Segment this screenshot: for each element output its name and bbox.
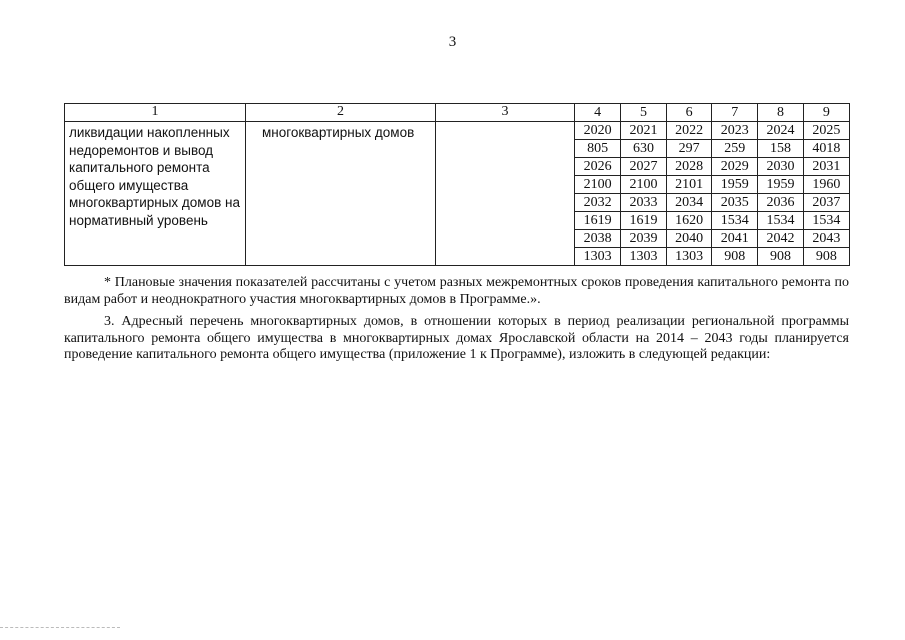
value-cell: 805 <box>575 140 621 158</box>
years-values-cell <box>575 122 850 266</box>
header-col-7: 7 <box>712 104 758 121</box>
page-number: 3 <box>448 34 457 50</box>
value-cell: 1534 <box>803 212 849 230</box>
value-cell: 1620 <box>666 212 712 230</box>
value-cell: 4018 <box>803 140 849 158</box>
header-col-9: 9 <box>803 104 849 121</box>
value-cell: 1303 <box>666 248 712 266</box>
value-cell: 158 <box>758 140 804 158</box>
scan-artifact-line <box>0 627 120 630</box>
header-col-1: 1 <box>65 104 246 122</box>
year-cell: 2026 <box>575 158 621 176</box>
year-cell: 2042 <box>758 230 804 248</box>
year-cell: 2029 <box>712 158 758 176</box>
value-cell: 2101 <box>666 176 712 194</box>
value-cell: 259 <box>712 140 758 158</box>
value-cell: 297 <box>666 140 712 158</box>
year-cell: 2037 <box>803 194 849 212</box>
header-col-4: 4 <box>575 104 621 121</box>
header-col-8: 8 <box>758 104 804 121</box>
year-row <box>575 158 849 176</box>
value-cell: 2100 <box>621 176 667 194</box>
table-row <box>65 122 850 266</box>
value-cell: 1619 <box>621 212 667 230</box>
unit-cell <box>246 122 436 266</box>
value-cell: 1303 <box>621 248 667 266</box>
year-cell: 2038 <box>575 230 621 248</box>
value-cell: 630 <box>621 140 667 158</box>
value-row <box>575 140 849 158</box>
year-cell: 2022 <box>666 122 712 140</box>
year-cell: 2033 <box>621 194 667 212</box>
value-cell: 908 <box>758 248 804 266</box>
year-row <box>575 230 849 248</box>
year-cell: 2021 <box>621 122 667 140</box>
year-cell: 2043 <box>803 230 849 248</box>
value-cell: 2100 <box>575 176 621 194</box>
value-cell: 1534 <box>758 212 804 230</box>
year-cell: 2028 <box>666 158 712 176</box>
year-cell: 2032 <box>575 194 621 212</box>
value-cell: 1534 <box>712 212 758 230</box>
value-cell: 1303 <box>575 248 621 266</box>
year-cell: 2039 <box>621 230 667 248</box>
indicator-description: ликвидации накопленных недоремонтов и вывод капитального ремонта общего имущества многоквартирных домов на нормативный уровень <box>69 125 240 228</box>
year-cell: 2024 <box>758 122 804 140</box>
value-row <box>575 176 849 194</box>
value-cell: 908 <box>803 248 849 266</box>
footnote: * Плановые значения показателей рассчитаны с учетом разных межремонтных сроков проведения капитального ремонта по видам работ и неоднократного участия многоквартирных домов в Программе.». <box>64 275 849 307</box>
unit-text: многоквартирных домов <box>262 125 415 140</box>
header-years-group <box>575 104 850 122</box>
year-cell: 2020 <box>575 122 621 140</box>
value-cell: 1959 <box>758 176 804 194</box>
year-cell: 2040 <box>666 230 712 248</box>
year-row <box>575 194 849 212</box>
item-3-paragraph: 3. Адресный перечень многоквартирных домов, в отношении которых в период реализации региональной программы капитального ремонта общего имущества в многоквартирных домах Ярославской области на 2014 – 2043 годы планируется проведение капитального ремонта общего имущества (приложение 1 к Программе), изложить в следующей редакции: <box>64 314 849 362</box>
years-grid <box>575 122 849 265</box>
value-cell: 908 <box>712 248 758 266</box>
year-row <box>575 122 849 140</box>
year-cell: 2036 <box>758 194 804 212</box>
indicators-table <box>64 103 850 266</box>
year-cell: 2041 <box>712 230 758 248</box>
year-cell: 2023 <box>712 122 758 140</box>
year-cell: 2025 <box>803 122 849 140</box>
header-col-3: 3 <box>436 104 575 122</box>
value-row <box>575 212 849 230</box>
header-col-5: 5 <box>621 104 667 121</box>
header-col-2: 2 <box>246 104 436 122</box>
year-cell: 2031 <box>803 158 849 176</box>
value-cell: 1619 <box>575 212 621 230</box>
year-cell: 2034 <box>666 194 712 212</box>
year-cell: 2027 <box>621 158 667 176</box>
year-cell: 2035 <box>712 194 758 212</box>
value-cell: 1959 <box>712 176 758 194</box>
indicator-description-cell <box>65 122 246 266</box>
empty-cell <box>436 122 575 266</box>
header-col-6: 6 <box>666 104 712 121</box>
value-row <box>575 248 849 266</box>
table-header-row <box>65 104 850 122</box>
year-cell: 2030 <box>758 158 804 176</box>
value-cell: 1960 <box>803 176 849 194</box>
